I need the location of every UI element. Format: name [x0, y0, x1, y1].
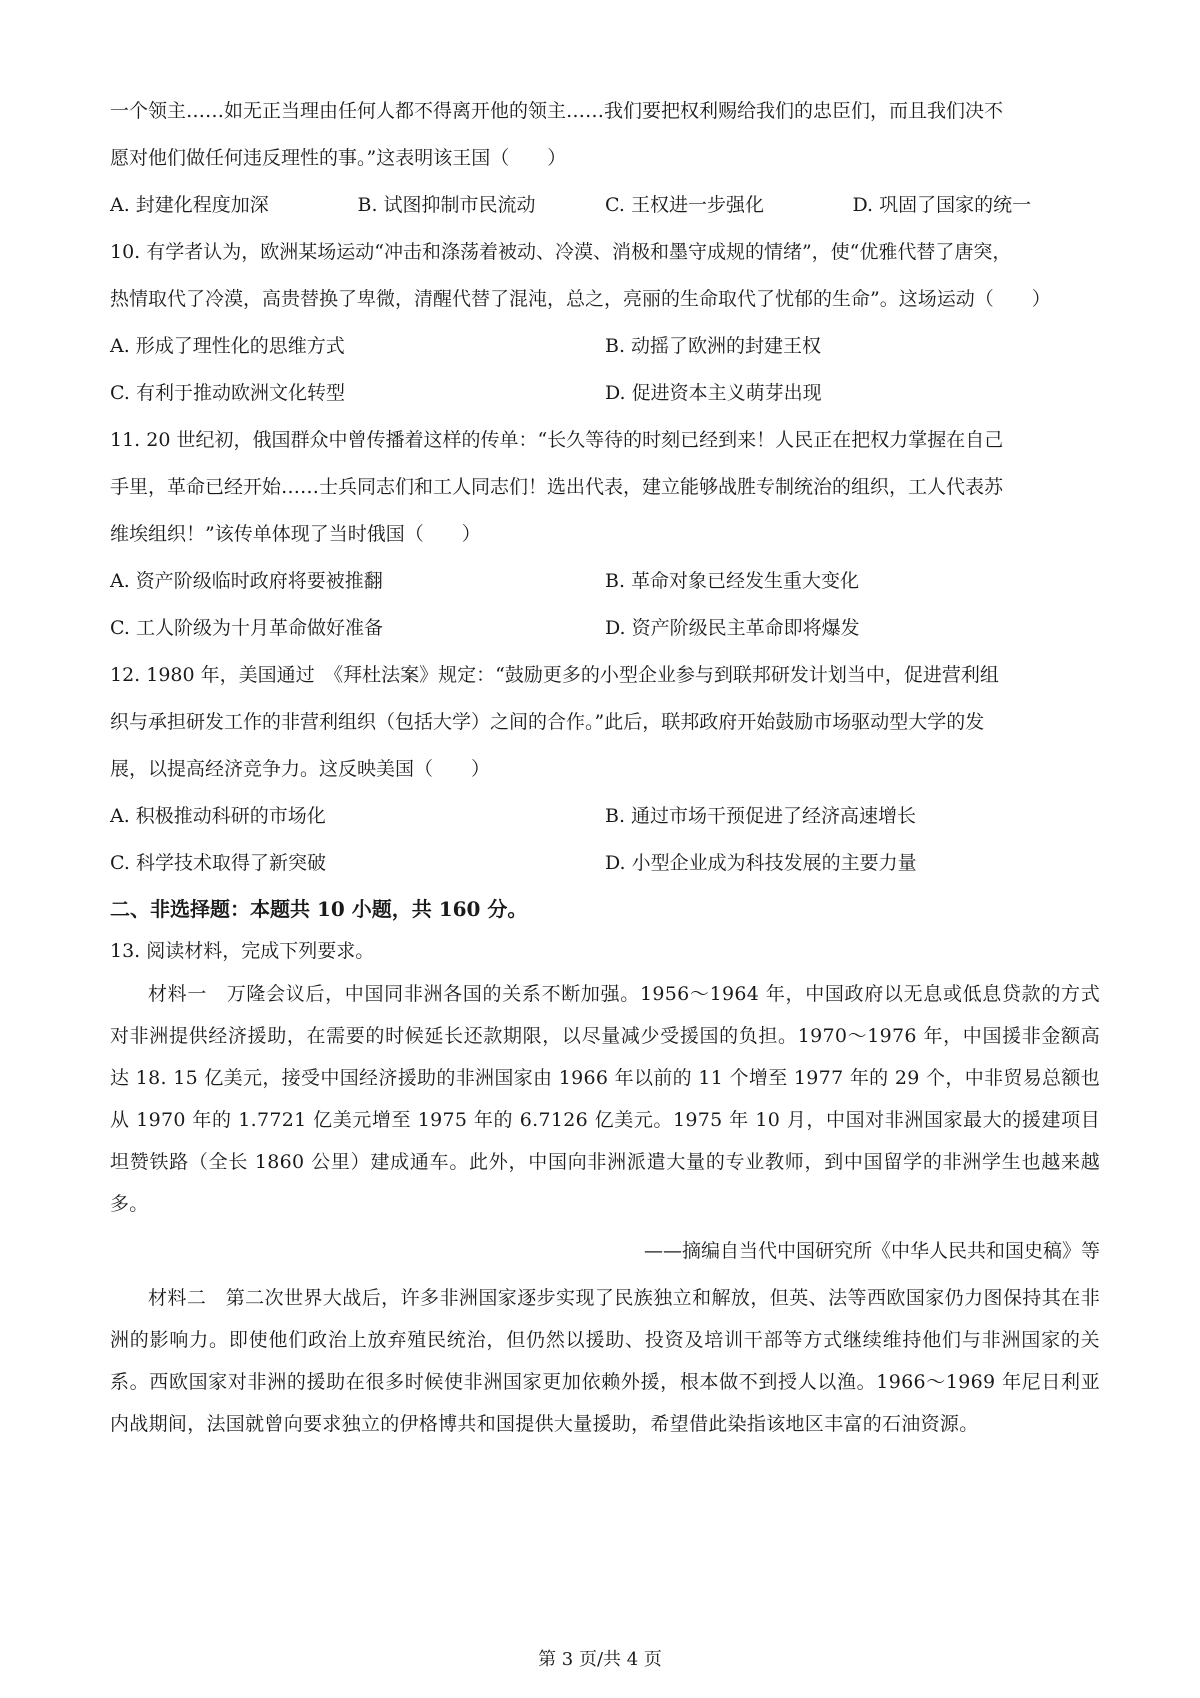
q12-stem-line: 展，以提高经济竞争力。这反映美国（ ） [110, 758, 491, 780]
q13-source-citation: ——摘编自当代中国研究所《中华人民共和国史稿》等 [643, 1240, 1100, 1262]
q10-option-b[interactable]: B. 动摇了欧洲的封建王权 [605, 335, 822, 357]
q10-stem-line: 热情取代了冷漠，高贵替换了卑微，清醒代替了混沌，总之，亮丽的生命取代了忧郁的生命”。这场运动（ ） [110, 288, 1051, 310]
q12-option-b[interactable]: B. 通过市场干预促进了经济高速增长 [605, 805, 917, 827]
q11-options-row [110, 605, 1100, 652]
q12-option-d[interactable]: D. 小型企业成为科技发展的主要力量 [605, 852, 917, 874]
section-heading: 二、非选择题：本题共 10 小题，共 160 分。 [110, 897, 528, 921]
q10-options-row [110, 370, 1100, 417]
page-number-footer: 第 3 页/共 4 页 [538, 1649, 662, 1670]
q11-stem-line: 手里，革命已经开始……士兵同志们和工人同志们！选出代表，建立能够战胜专制统治的组织，工人代表苏 [110, 476, 1004, 498]
q9-options [110, 182, 1100, 229]
q12-option-c[interactable]: C. 科学技术取得了新突破 [110, 852, 326, 874]
q11-option-c[interactable]: C. 工人阶级为十月革命做好准备 [110, 617, 383, 639]
q12-options-row [110, 793, 1100, 840]
q12-stem-line: 12. 1980 年，美国通过 《拜杜法案》规定：“鼓励更多的小型企业参与到联邦研发计划当中，促进营利组 [110, 664, 999, 686]
q13-material-one: 材料一 万隆会议后，中国同非洲各国的关系不断加强。1956～1964 年，中国政府以无息或低息贷款的方式对非洲提供经济援助，在需要的时候延长还款期限，以尽量减少受援国的负担。1970～1976 年，中国援非金额高达 18. 15 亿美元，接受中国经济援助的非洲国家由 1966 年以前的 11 个增至 1977 年的 29 个，中非贸易总额也从 1970 年的 1.7721 亿美元增至 1975 年的 6.7126 亿美元。1975 年 10 月，中国对非洲国家最大的援建项目坦赞铁路（全长 1860 公里）建成通车。此外，中国向非洲派遣大量的专业教师，到中国留学的非洲学生也越来越多。 [110, 983, 1100, 1215]
q9-option-c[interactable]: C. 王权进一步强化 [605, 194, 764, 216]
page-content [110, 88, 1100, 1445]
q11-stem-line: 11. 20 世纪初，俄国群众中曾传播着这样的传单：“长久等待的时刻已经到来！人民正在把权力掌握在自己 [110, 429, 1004, 451]
q12-option-a[interactable]: A. 积极推动科研的市场化 [110, 805, 326, 827]
q9-stem-line: 一个领主……如无正当理由任何人都不得离开他的领主……我们要把权利赐给我们的忠臣们，而且我们决不 [110, 100, 1004, 122]
q12-stem-line: 织与承担研发工作的非营利组织（包括大学）之间的合作。”此后，联邦政府开始鼓励市场驱动型大学的发 [110, 711, 985, 733]
q13-material-two: 材料二 第二次世界大战后，许多非洲国家逐步实现了民族独立和解放，但英、法等西欧国家仍力图保持其在非洲的影响力。即使他们政治上放弃殖民统治，但仍然以援助、投资及培训干部等方式继续维持他们与非洲国家的关系。西欧国家对非洲的援助在很多时候使非洲国家更加依赖外援，根本做不到授人以渔。1966～1969 年尼日利亚内战期间，法国就曾向要求独立的伊格博共和国提供大量援助，希望借此染指该地区丰富的石油资源。 [110, 1287, 1100, 1435]
q12-options-row [110, 840, 1100, 887]
q9-option-a[interactable]: A. 封建化程度加深 [110, 194, 269, 216]
q11-options-row [110, 558, 1100, 605]
q10-option-c[interactable]: C. 有利于推动欧洲文化转型 [110, 382, 345, 404]
q13-stem: 13. 阅读材料，完成下列要求。 [110, 940, 375, 962]
q9-option-b[interactable]: B. 试图抑制市民流动 [357, 194, 536, 216]
q9-option-d[interactable]: D. 巩固了国家的统一 [852, 194, 1032, 216]
q11-option-a[interactable]: A. 资产阶级临时政府将要被推翻 [110, 570, 383, 592]
q10-option-a[interactable]: A. 形成了理性化的思维方式 [110, 335, 345, 357]
q10-options-row [110, 323, 1100, 370]
q10-stem-line: 10. 有学者认为，欧洲某场运动“冲击和涤荡着被动、冷漠、消极和墨守成规的情绪”，使“优雅代替了唐突， [110, 241, 1012, 263]
q11-stem-line: 维埃组织！”该传单体现了当时俄国（ ） [110, 523, 481, 545]
q11-option-b[interactable]: B. 革命对象已经发生重大变化 [605, 570, 860, 592]
q10-option-d[interactable]: D. 促进资本主义萌芽出现 [605, 382, 822, 404]
q9-stem-line: 愿对他们做任何违反理性的事。”这表明该王国（ ） [110, 147, 567, 169]
q11-option-d[interactable]: D. 资产阶级民主革命即将爆发 [605, 617, 860, 639]
